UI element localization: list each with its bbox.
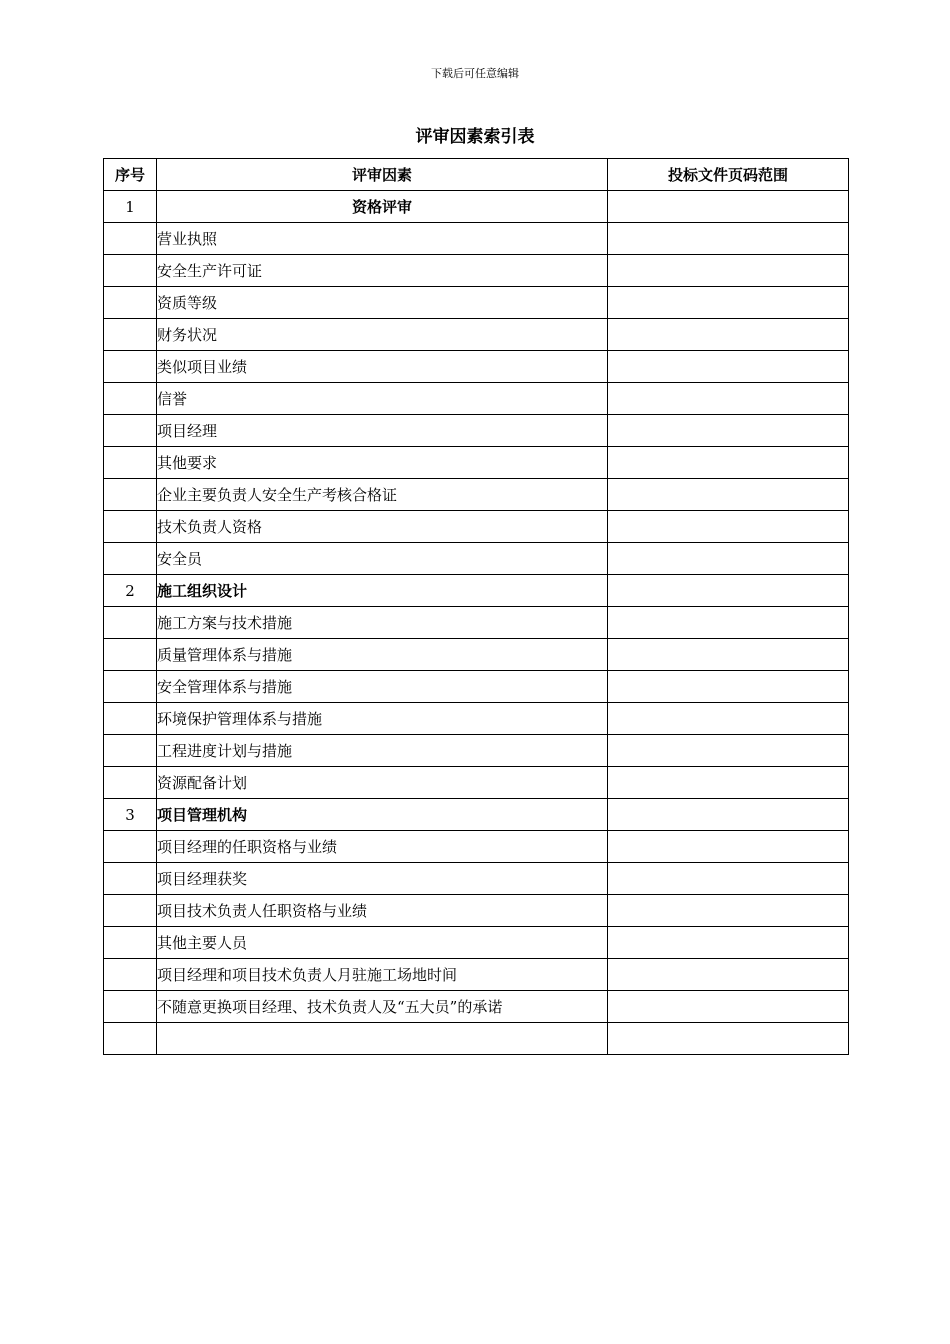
factor-cell: 项目经理的任职资格与业绩 — [157, 831, 608, 863]
factor-cell: 类似项目业绩 — [157, 351, 608, 383]
row-number-cell — [104, 735, 157, 767]
factor-cell: 资源配备计划 — [157, 767, 608, 799]
table-row — [104, 703, 849, 735]
row-number-cell — [104, 703, 157, 735]
row-number-cell — [104, 447, 157, 479]
factor-cell: 安全生产许可证 — [157, 255, 608, 287]
row-number-cell — [104, 991, 157, 1023]
factor-cell: 项目经理和项目技术负责人月驻施工场地时间 — [157, 959, 608, 991]
row-number-cell — [104, 351, 157, 383]
row-number-cell: 1 — [104, 191, 157, 223]
row-number-cell — [104, 1023, 157, 1055]
row-number-cell — [104, 543, 157, 575]
section-heading-cell: 施工组织设计 — [157, 575, 608, 607]
table-row — [104, 575, 849, 607]
table-row — [104, 799, 849, 831]
table-row — [104, 831, 849, 863]
table-row — [104, 191, 849, 223]
row-number-cell — [104, 607, 157, 639]
row-number-cell — [104, 895, 157, 927]
table-row — [104, 767, 849, 799]
page-range-cell — [608, 415, 849, 447]
row-number-cell — [104, 511, 157, 543]
page-range-cell — [608, 223, 849, 255]
page-range-cell — [608, 799, 849, 831]
table-row — [104, 223, 849, 255]
page-range-cell — [608, 767, 849, 799]
row-number-cell: 2 — [104, 575, 157, 607]
row-number-cell — [104, 767, 157, 799]
table-row — [104, 1023, 849, 1055]
factor-cell: 其他主要人员 — [157, 927, 608, 959]
page-range-cell — [608, 191, 849, 223]
page-range-cell — [608, 479, 849, 511]
factor-cell: 工程进度计划与措施 — [157, 735, 608, 767]
factor-cell: 环境保护管理体系与措施 — [157, 703, 608, 735]
table-row — [104, 735, 849, 767]
page-range-cell — [608, 319, 849, 351]
page-range-cell — [608, 543, 849, 575]
factor-cell — [157, 1023, 608, 1055]
page-range-cell — [608, 255, 849, 287]
factor-cell: 安全管理体系与措施 — [157, 671, 608, 703]
table-row — [104, 287, 849, 319]
row-number-cell — [104, 223, 157, 255]
page-range-cell — [608, 351, 849, 383]
page-range-cell — [608, 671, 849, 703]
table-row — [104, 447, 849, 479]
column-header-number: 序号 — [104, 159, 157, 191]
table-row — [104, 991, 849, 1023]
row-number-cell — [104, 831, 157, 863]
factor-cell: 信誉 — [157, 383, 608, 415]
page-range-cell — [608, 735, 849, 767]
table-row — [104, 351, 849, 383]
page-range-cell — [608, 447, 849, 479]
row-number-cell — [104, 927, 157, 959]
row-number-cell — [104, 479, 157, 511]
table-row — [104, 543, 849, 575]
row-number-cell — [104, 639, 157, 671]
row-number-cell: 3 — [104, 799, 157, 831]
table-row — [104, 511, 849, 543]
column-header-factor: 评审因素 — [157, 159, 608, 191]
row-number-cell — [104, 415, 157, 447]
factor-cell: 财务状况 — [157, 319, 608, 351]
factor-cell: 不随意更换项目经理、技术负责人及“五大员”的承诺 — [157, 991, 608, 1023]
row-number-cell — [104, 383, 157, 415]
row-number-cell — [104, 959, 157, 991]
table-row — [104, 319, 849, 351]
page-range-cell — [608, 927, 849, 959]
table-row — [104, 671, 849, 703]
table-row — [104, 383, 849, 415]
header-note: 下载后可任意编辑 — [431, 67, 519, 80]
factor-cell: 资质等级 — [157, 287, 608, 319]
page-range-cell — [608, 511, 849, 543]
column-header-page-range: 投标文件页码范围 — [608, 159, 849, 191]
page-range-cell — [608, 287, 849, 319]
page-range-cell — [608, 607, 849, 639]
page-range-cell — [608, 1023, 849, 1055]
table-row — [104, 607, 849, 639]
page-range-cell — [608, 991, 849, 1023]
factor-cell: 技术负责人资格 — [157, 511, 608, 543]
table-row — [104, 415, 849, 447]
row-number-cell — [104, 287, 157, 319]
table-row — [104, 863, 849, 895]
page-range-cell — [608, 639, 849, 671]
page-range-cell — [608, 959, 849, 991]
factor-cell: 营业执照 — [157, 223, 608, 255]
factor-cell: 项目经理 — [157, 415, 608, 447]
page-title: 评审因素索引表 — [415, 127, 535, 147]
row-number-cell — [104, 319, 157, 351]
factor-cell: 施工方案与技术措施 — [157, 607, 608, 639]
factor-cell: 其他要求 — [157, 447, 608, 479]
review-factor-index-table — [103, 158, 849, 1055]
table-row — [104, 927, 849, 959]
factor-cell: 企业主要负责人安全生产考核合格证 — [157, 479, 608, 511]
table-header-row — [104, 159, 849, 191]
factor-cell: 质量管理体系与措施 — [157, 639, 608, 671]
row-number-cell — [104, 671, 157, 703]
factor-cell: 安全员 — [157, 543, 608, 575]
page-range-cell — [608, 575, 849, 607]
factor-cell: 项目技术负责人任职资格与业绩 — [157, 895, 608, 927]
row-number-cell — [104, 255, 157, 287]
page-range-cell — [608, 831, 849, 863]
table-row — [104, 895, 849, 927]
page-range-cell — [608, 863, 849, 895]
table-body — [104, 191, 849, 1055]
table-row — [104, 959, 849, 991]
row-number-cell — [104, 863, 157, 895]
table-row — [104, 479, 849, 511]
section-heading-cell: 资格评审 — [157, 191, 608, 223]
table-row — [104, 255, 849, 287]
section-heading-cell: 项目管理机构 — [157, 799, 608, 831]
table-row — [104, 639, 849, 671]
page-range-cell — [608, 383, 849, 415]
page-range-cell — [608, 703, 849, 735]
factor-cell: 项目经理获奖 — [157, 863, 608, 895]
page-range-cell — [608, 895, 849, 927]
